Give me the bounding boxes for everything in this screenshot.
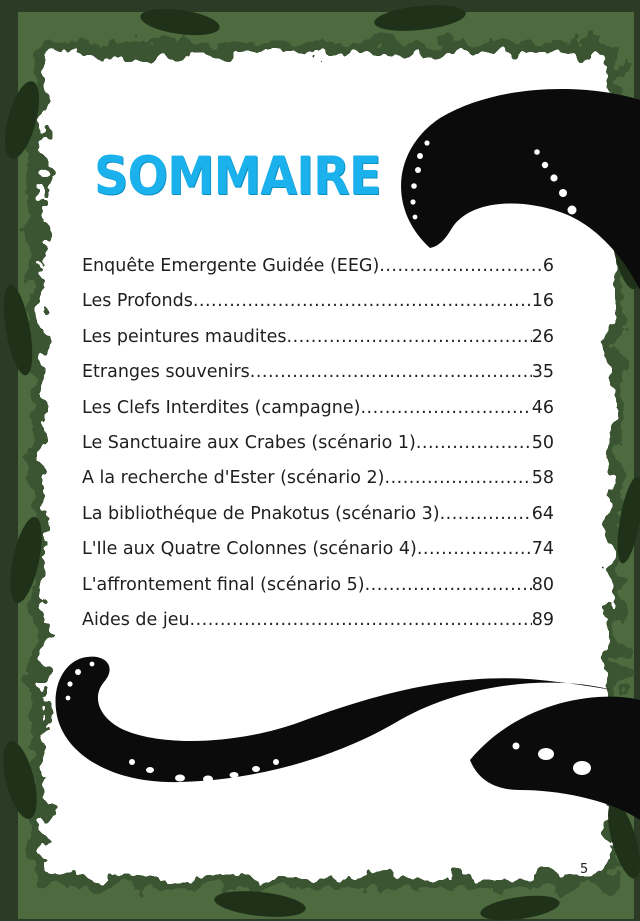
toc-item (82, 610, 554, 645)
toc-item-title: L'affrontement final (scénario 5) (82, 574, 365, 595)
toc-leader-dots (440, 504, 532, 524)
toc-item-title: Les Clefs Interdites (campagne) (82, 397, 361, 418)
toc-item-title: Enquête Emergente Guidée (EEG) (82, 256, 380, 276)
toc-item-title: Le Sanctuaire aux Crabes (scénario 1) (82, 432, 416, 453)
toc-item-title: L'Ile aux Quatre Colonnes (scénario 4) (82, 539, 417, 560)
toc-item-page: 80 (531, 574, 554, 595)
toc-item-title: A la recherche d'Ester (scénario 2) (82, 468, 385, 489)
page-number: 5 (580, 862, 589, 877)
toc-item (82, 575, 554, 610)
toc-item-title: Etranges souvenirs (82, 362, 250, 383)
toc-item-page: 46 (531, 397, 554, 418)
toc-item-page: 74 (531, 539, 554, 560)
table-of-contents (82, 256, 554, 645)
toc-leader-dots (360, 398, 531, 418)
toc-leader-dots (417, 539, 532, 559)
toc-item (82, 291, 554, 326)
toc-leader-dots (193, 291, 532, 311)
toc-item (82, 327, 554, 362)
toc-leader-dots (416, 433, 532, 453)
toc-item-title: Les Profonds (82, 291, 193, 312)
toc-item-title: Les peintures maudites (82, 326, 287, 347)
toc-item (82, 539, 554, 574)
toc-item-page: 6 (542, 256, 554, 276)
toc-item (82, 398, 554, 433)
toc-leader-dots (365, 575, 532, 595)
toc-leader-dots (287, 327, 532, 347)
toc-item (82, 256, 554, 291)
toc-item-title: La bibliothéque de Pnakotus (scénario 3) (82, 503, 440, 524)
toc-item-title: Aides de jeu (82, 609, 190, 630)
toc-item-page: 58 (531, 468, 554, 489)
toc-leader-dots (385, 468, 532, 488)
toc-item (82, 468, 554, 503)
toc-item (82, 362, 554, 397)
toc-item-page: 35 (531, 362, 554, 383)
page-title: SOMMAIRE (94, 146, 381, 207)
toc-item-page: 89 (531, 609, 554, 630)
toc-item-page: 50 (531, 432, 554, 453)
toc-item-page: 26 (531, 326, 554, 347)
toc-item (82, 504, 554, 539)
toc-leader-dots (379, 256, 543, 276)
toc-leader-dots (250, 362, 532, 382)
toc-item-page: 16 (531, 291, 554, 312)
toc-item (82, 433, 554, 468)
toc-leader-dots (190, 610, 532, 630)
toc-item-page: 64 (531, 503, 554, 524)
